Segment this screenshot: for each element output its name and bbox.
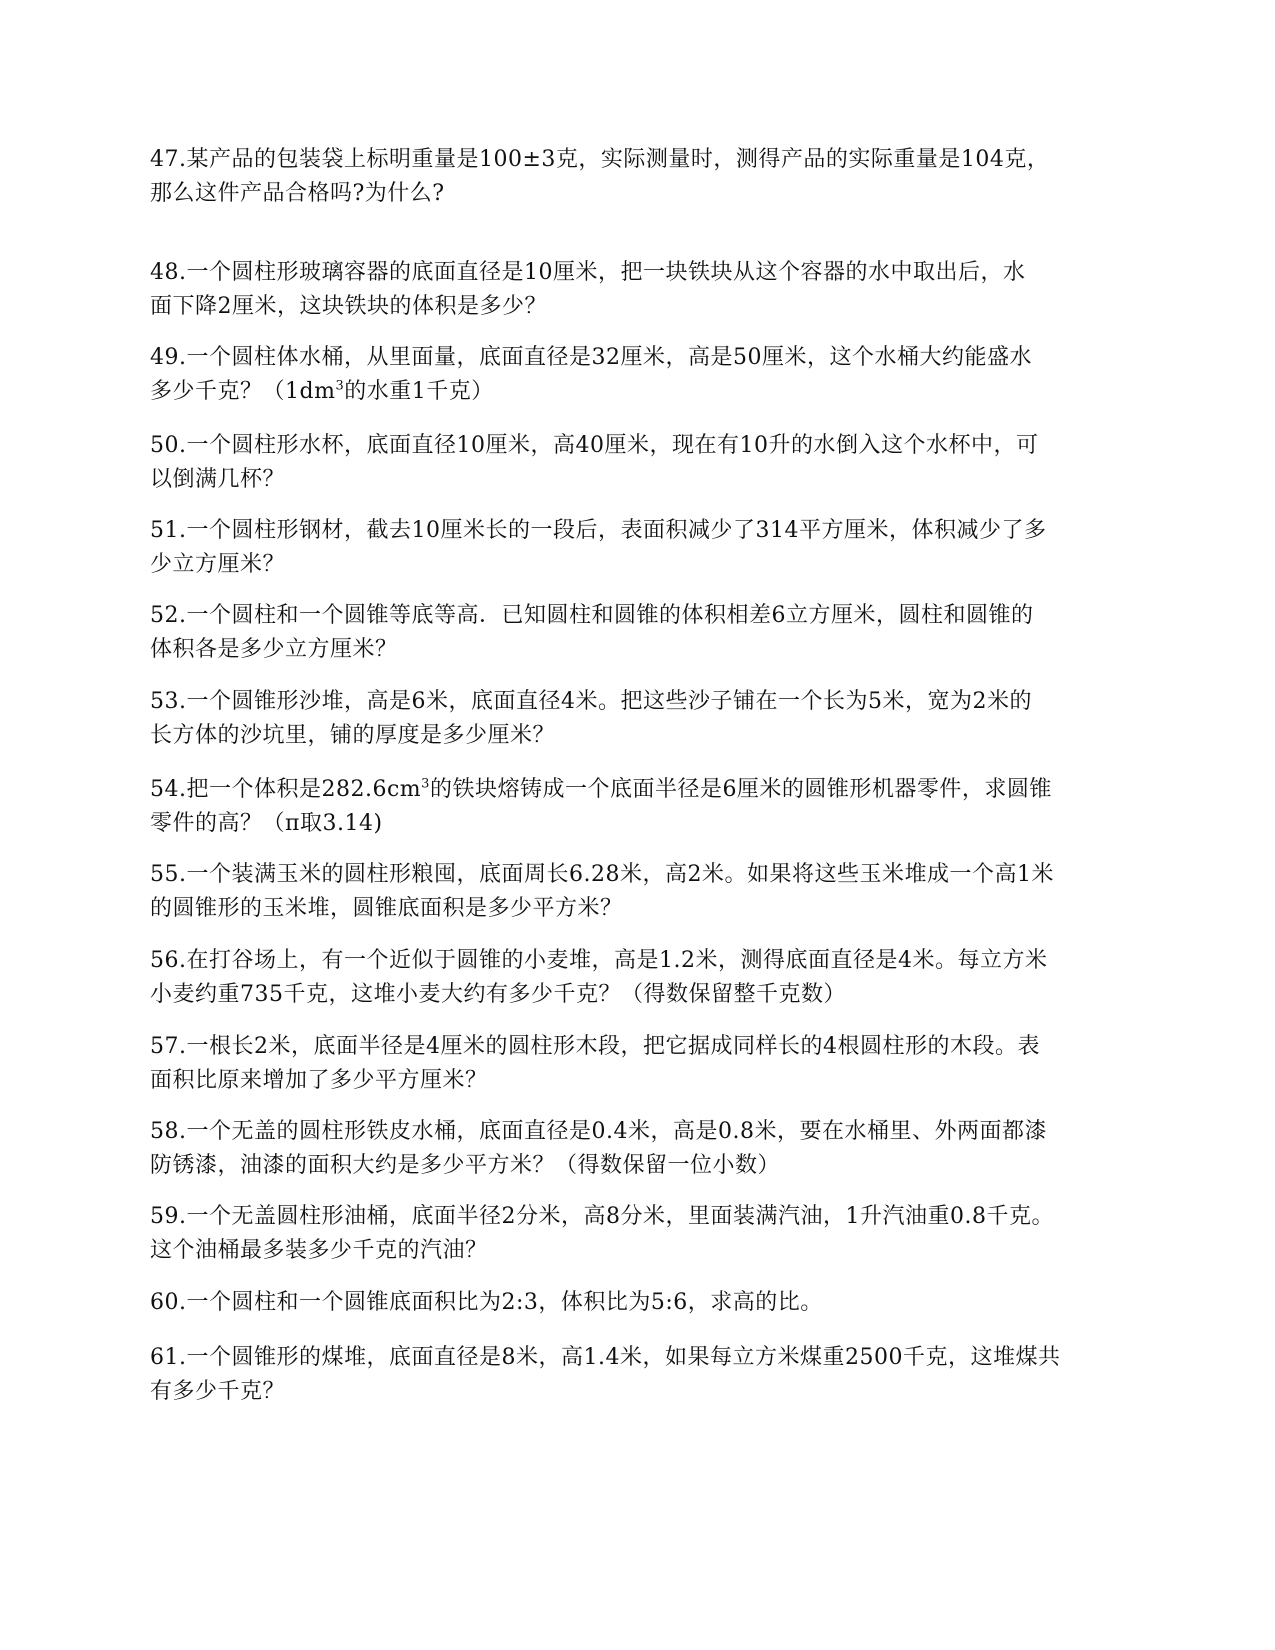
problem-line: 50.一个圆柱形水杯，底面直径10厘米，高40厘米，现在有10升的水倒入这个水杯中，可 (150, 433, 1039, 458)
problem-line: 面下降2厘米，这块铁块的体积是多少？ (150, 294, 547, 319)
problem-59 (150, 1200, 1130, 1268)
problem-line: 56.在打谷场上，有一个近似于圆锥的小麦堆，高是1.2米，测得底面直径是4米。每立方米 (150, 948, 1048, 973)
problem-line: 的圆锥形的玉米堆，圆锥底面积是多少平方米？ (150, 896, 623, 921)
problem-line: 53.一个圆锥形沙堆，高是6米，底面直径4米。把这些沙子铺在一个长为5米，宽为2米的 (150, 689, 1032, 714)
problem-49 (150, 341, 1130, 409)
problem-line: 体积各是多少立方厘米？ (150, 637, 398, 662)
problem-line: 59.一个无盖圆柱形油桶，底面半径2分米，高8分米，里面装满汽油，1升汽油重0.8千克。 (150, 1204, 1054, 1229)
problem-line: 以倒满几杯？ (150, 467, 286, 492)
problem-57 (150, 1030, 1130, 1098)
problem-48 (150, 256, 1130, 324)
problem-line: 有多少千克？ (150, 1379, 286, 1404)
problem-53 (150, 685, 1130, 753)
problem-text: 54.把一个体积是282.6cm (150, 777, 422, 802)
problem-line: 防锈漆，油漆的面积大约是多少平方米？（得数保留一位小数） (150, 1153, 781, 1178)
problem-line: 51.一个圆柱形钢材，截去10厘米长的一段后，表面积减少了314平方厘米，体积减少了多 (150, 518, 1047, 543)
problem-line: 55.一个装满玉米的圆柱形粮囤，底面周长6.28米，高2米。如果将这些玉米堆成一个高1米 (150, 862, 1054, 887)
problem-55 (150, 858, 1130, 926)
problem-line: 那么这件产品合格吗?为什么? (150, 181, 445, 206)
problem-line: 61.一个圆锥形的煤堆，底面直径是8米，高1.4米，如果每立方米煤重2500千克，这堆煤共 (150, 1345, 1061, 1370)
problem-line (150, 773, 1130, 807)
problem-line: 小麦约重735千克，这堆小麦大约有多少千克？（得数保留整千克数） (150, 982, 846, 1007)
problem-56 (150, 944, 1130, 1012)
problem-line: 47.某产品的包装袋上标明重量是100±3克，实际测量时，测得产品的实际重量是104克， (150, 147, 1050, 172)
problem-50 (150, 429, 1130, 497)
problem-text: 多少千克？（1dm (150, 379, 336, 404)
problem-52 (150, 599, 1130, 667)
problem-47 (150, 143, 1130, 211)
problem-text: 的铁块熔铸成一个底面半径是6厘米的圆锥形机器零件，求圆锥 (429, 777, 1052, 802)
problem-54 (150, 773, 1130, 841)
problem-58 (150, 1115, 1130, 1183)
problem-line: 49.一个圆柱体水桶，从里面量，底面直径是32厘米，高是50厘米，这个水桶大约能盛水 (150, 345, 1032, 370)
problem-line: 长方体的沙坑里，铺的厚度是多少厘米？ (150, 723, 556, 748)
problem-line: 48.一个圆柱形玻璃容器的底面直径是10厘米，把一块铁块从这个容器的水中取出后，水 (150, 260, 1026, 285)
problem-line: 52.一个圆柱和一个圆锥等底等高．已知圆柱和圆锥的体积相差6立方厘米，圆柱和圆锥的 (150, 603, 1034, 628)
problem-line: 零件的高？（π取3.14) (150, 811, 383, 836)
problem-line: 60.一个圆柱和一个圆锥底面积比为2:3，体积比为5:6，求高的比。 (150, 1290, 823, 1315)
problem-51 (150, 514, 1130, 582)
problem-line: 这个油桶最多装多少千克的汽油？ (150, 1238, 488, 1263)
problem-line: 少立方厘米？ (150, 552, 286, 577)
problem-61 (150, 1341, 1130, 1409)
superscript: 3 (421, 776, 430, 792)
problem-line (150, 375, 1130, 409)
problem-60 (150, 1286, 1130, 1320)
problem-line: 58.一个无盖的圆柱形铁皮水桶，底面直径是0.4米，高是0.8米，要在水桶里、外两面都漆 (150, 1119, 1047, 1144)
problem-line: 57.一根长2米，底面半径是4厘米的圆柱形木段，把它据成同样长的4根圆柱形的木段。表 (150, 1034, 1040, 1059)
problem-line: 面积比原来增加了多少平方厘米？ (150, 1068, 488, 1093)
superscript: 3 (335, 378, 345, 394)
problem-text: 的水重1千克） (344, 379, 494, 404)
